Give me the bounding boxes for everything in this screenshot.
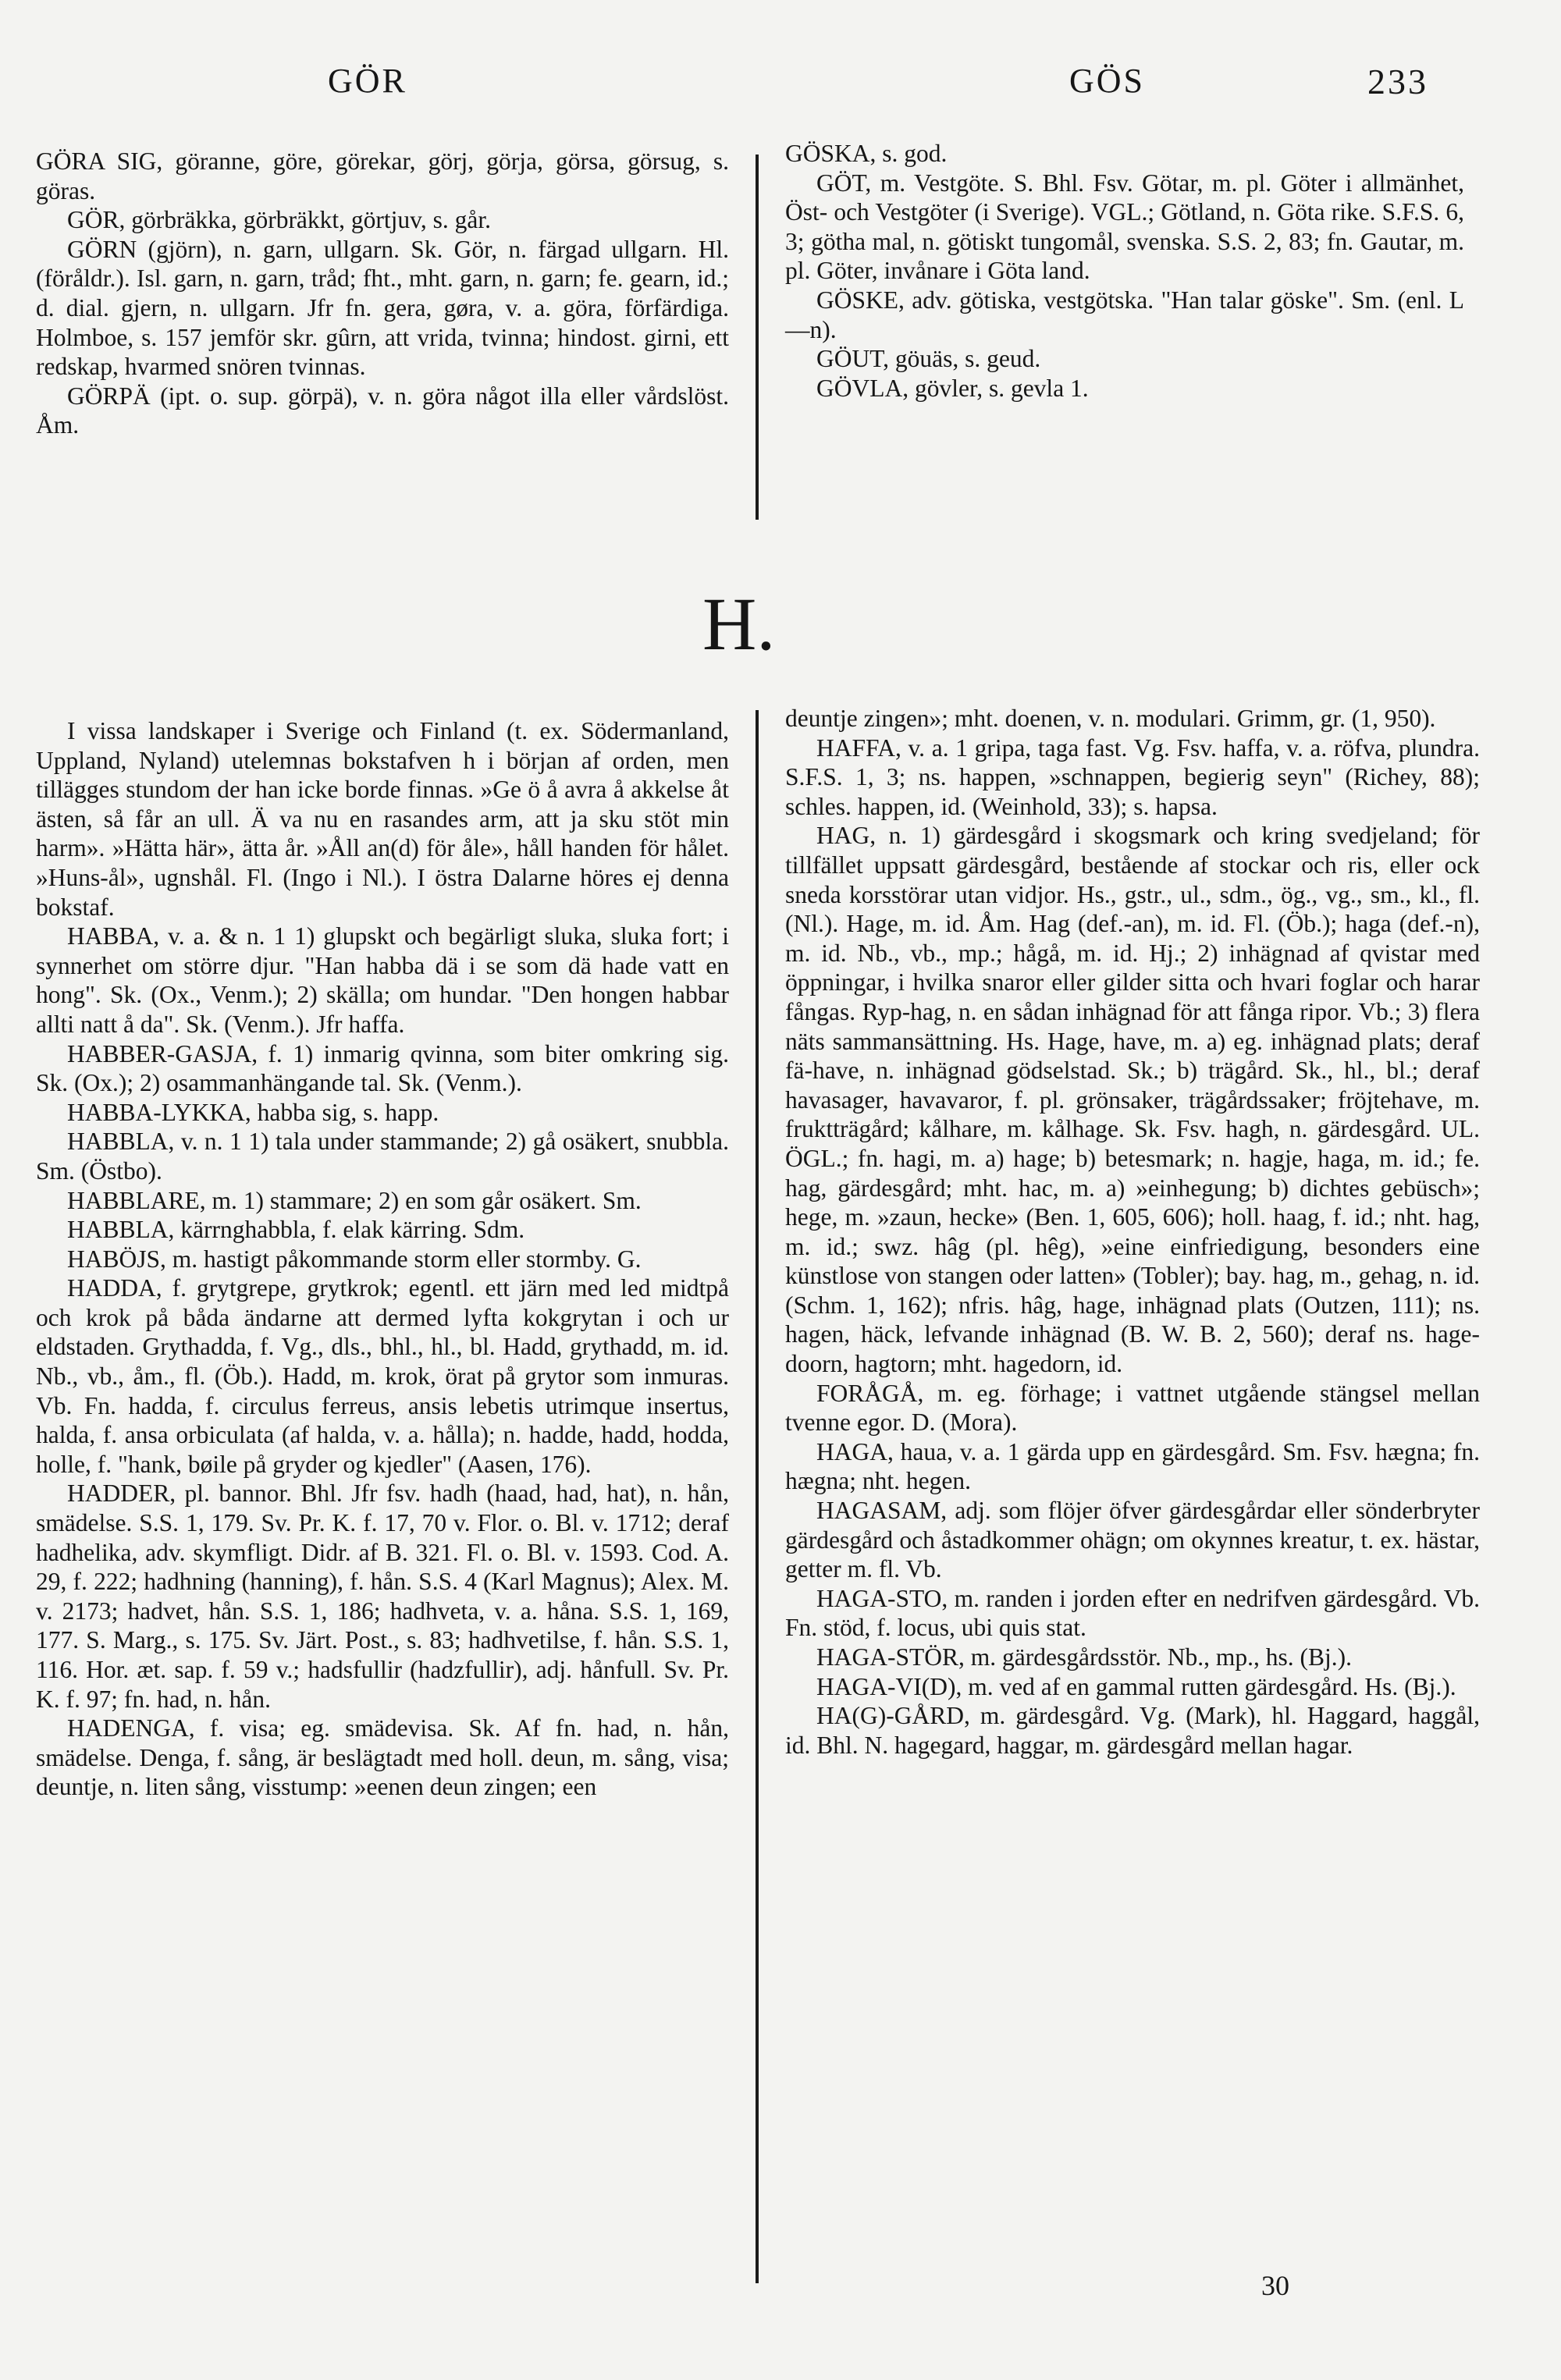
entry-goska: GÖSKA, s. god. xyxy=(785,140,948,167)
entry-govla: GÖVLA, gövler, s. gevla 1. xyxy=(816,374,1089,402)
entry-haga-vid: HAGA-VI(D), m. ved af en gammal rutten gärdesgård. Hs. (Bj.). xyxy=(816,1672,1456,1700)
entry-got: GÖT, m. Vestgöte. S. Bhl. Fsv. Götar, m. pl. Göter i allmänhet, Öst- och Vestgöter (i Sverige). VGL.; Götland, n. Göta rike. S.F.S. 6, 3; götha mal, n. götiskt tungomål, svenska. S.S. 2, 83; fn. Gautar, m. pl. Göter, invånare i Göta land. xyxy=(785,169,1464,285)
column-top-right xyxy=(785,139,1464,403)
column-divider-top xyxy=(756,155,759,520)
column-divider-bottom xyxy=(756,710,759,2283)
entry-hadder: HADDER, pl. bannor. Bhl. Jfr fsv. hadh (haad, had, hat), n. hån, smädelse. S.S. 1, 179. Sv. Pr. K. f. 17, 70 v. Flor. o. Bl. v. 1712; deraf hadhelika, adv. skymfligt. Didr. af B. 321. Fl. o. Bl. v. 1593. Cod. A. 29, f. 222; hadhning (hanning), f. hån. S.S. 4 (Karl Magnus); Alex. M. v. 2173; hadvet, hån. S.S. 1, 186; hadhveta, v. a. håna. S.S. 1, 169, 177. S. Marg., s. 175. Sv. Järt. Post., s. 83; hadhvetilse, f. hån. S.S. 1, 116. Hor. æt. sap. f. 59 v.; hadsfullir (hadzfullir), adj. hånfull. Sv. Pr. K. f. 97; fn. had, n. hån. xyxy=(36,1480,729,1713)
entry-continued: deuntje zingen»; mht. doenen, v. n. modulari. Grimm, gr. (1, 950). xyxy=(785,705,1436,732)
entry-hadenga: HADENGA, f. visa; eg. smädevisa. Sk. Af fn. had, n. hån, smädelse. Denga, f. sång, är beslägtadt med holl. deun, m. sång, visa; deuntje, n. liten sång, visstump: »eenen deun zingen; een xyxy=(36,1714,729,1801)
entry-hadda: HADDA, f. grytgrepe, grytkrok; egentl. ett järn med led midtpå och krok på båda ändarne att dermed lyfta kokgrytan i och ur eldstaden. Grythadda, f. Vg., dls., bhl., hl., bl. Hadd, grythadd, m. id. Nb., vb., åm., fl. (Öb.). Hadd, m. krok, örat på grytor som inmuras. Vb. Fn. hadda, f. circulus ferreus, ansis lebetis utrimque insertus, halda, f. ansa orbiculata (af halda, v. a. hålla); n. hadde, hadd, hodda, holle, f. "hank, bøile på gryder og kjedler" (Aasen, 176). xyxy=(36,1274,729,1478)
section-letter-heading: H. xyxy=(702,582,776,666)
entry-habba-lykka: HABBA-LYKKA, habba sig, s. happ. xyxy=(67,1098,439,1126)
entry-haboejs: HABÖJS, m. hastigt påkommande storm eller stormby. G. xyxy=(67,1245,642,1273)
entry-hag-gard: HA(G)-GÅRD, m. gärdesgård. Vg. (Mark), hl. Haggard, haggål, id. Bhl. N. hagegard, haggar, m. gärdesgård mellan hagar. xyxy=(785,1702,1480,1759)
column-top-left xyxy=(36,147,729,440)
signature-mark: 30 xyxy=(1261,2270,1289,2301)
entry-habbla-2: HABBLA, kärrnghabbla, f. elak kärring. Sdm. xyxy=(67,1216,525,1244)
entry-habbla: HABBLA, v. n. 1 1) tala under stammande; 2) gå osäkert, snubbla. Sm. (Östbo). xyxy=(36,1128,729,1185)
entry-hag: HAG, n. 1) gärdesgård i skogsmark och kring svedjeland; för tillfället uppsatt gärdesgård, bestående af stockar och ris, eller ock sneda korsstörar utan vidjor. Hs., gstr., ul., sdm., ög., vg., sm., kl., fl. (Nl.). Hage, m. id. Åm. Hag (def.-an), m. id. Fl. (Öb.); haga (def.-n), m. id. Nb., vb., mp.; hågå, m. id. Hj.; 2) inhägnad af qvistar med öppningar, i hvilka snaror eller gilder sitta och hvari foglar och harar fångas. Ryp-hag, n. en sådan inhägnad för att fånga ripor. Vb.; 3) flera näts sammansättning. Hs. Hage, have, m. a) eg. inhägnad plats; deraf fä-have, n. inhägnad gödselstad. Sk.; b) trägård. Sk., hl., bl.; deraf havasager, havavaror, f. pl. grönsaker, trägårdssaker; fröjtehave, m. fruktträgård; kålhare, m. kålhage. Sk. Fsv. hagh, n. gärdesgård. UL. ÖGL.; fn. hagi, m. a) hage; b) betesmark; n. hagje, haga, m. id.; fe. hag, gärdesgård; mht. hac, m. a) »einhegung; b) dichtes gebüsch»; hege, m. »zaun, hecke» (Ben. 1, 605, 606); holl. haag, f. id.; nht. hag, m. id.; swz. hâg (pl. hêg), »eine einfriedigung, besonders eine künstlose von stangen oder latten» (Tobler); bay. hag, m., gehag, n. id. (Schm. 1, 162); nfris. hâg, hage, inhägnad plats (Outzen, 111); ns. hagen, häck, lefvande inhägnad (B. W. B. 2, 560); deraf ns. hage-doorn, hagtorn; mht. hagedorn, id. xyxy=(785,822,1480,1378)
entry-gout: GÖUT, göuäs, s. geud. xyxy=(816,345,1041,373)
entry-gorn: GÖRN (gjörn), n. garn, ullgarn. Sk. Gör, n. färgad ullgarn. Hl. (föråldr.). Isl. garn, n. garn, tråd; fht., mht. garn, n. garn; fe. gearn, id.; d. dial. gjern, n. ullgarn. Jfr fn. gera, gøra, v. a. göra, förfärdiga. Holmboe, s. 157 jemför skr. gûrn, att vrida, tvinna; hindost. girni, ett redskap, hvarmed snören tvinnas. xyxy=(36,235,729,381)
entry-haffa: HAFFA, v. a. 1 gripa, taga fast. Vg. Fsv. haffa, v. a. röfva, plundra. S.F.S. 1, 3; ns. happen, »schnappen, begierig seyn" (Richey, 88); schles. happen, id. (Weinhold, 33); s. hapsa. xyxy=(785,734,1480,820)
entry-foraga: FORÅGÅ, m. eg. förhage; i vattnet utgående stängsel mellan tvenne egor. D. (Mora). xyxy=(785,1379,1480,1437)
entry-hagasam: HAGASAM, adj. som flöjer öfver gärdesgårdar eller sönderbryter gärdesgård och åstadkommer ohägn; om okynnes kreatur, t. ex. hästar, getter m. fl. Vb. xyxy=(785,1497,1480,1583)
entry-habblare: HABBLARE, m. 1) stammare; 2) en som går osäkert. Sm. xyxy=(67,1186,642,1214)
entry-gorpa: GÖRPÄ (ipt. o. sup. görpä), v. n. göra något illa eller vårdslöst. Åm. xyxy=(36,382,729,439)
entry-haga-stor: HAGA-STÖR, m. gärdesgårdsstör. Nb., mp., hs. (Bj.). xyxy=(816,1643,1352,1671)
entry-gora-sig: GÖRA SIG, göranne, göre, görekar, görj, görja, görsa, görsug, s. göras. xyxy=(36,147,729,204)
entry-haga-sto: HAGA-STO, m. randen i jorden efter en nedrifven gärdesgård. Vb. Fn. stöd, f. locus, ubi quis stat. xyxy=(785,1584,1480,1642)
entry-habber-gasja: HABBER-GASJA, f. 1) inmarig qvinna, som biter omkring sig. Sk. (Ox.); 2) osammanhängande tal. Sk. (Venm.). xyxy=(36,1039,729,1097)
column-bottom-right xyxy=(785,704,1480,1760)
page-number: 233 xyxy=(1367,62,1428,101)
running-head-center: GÖS xyxy=(1069,62,1146,100)
entry-gor: GÖR, görbräkka, görbräkkt, görtjuv, s. går. xyxy=(67,206,491,234)
running-head-left: GÖR xyxy=(328,62,407,100)
entry-goske: GÖSKE, adv. götiska, vestgötska. "Han talar göske". Sm. (enl. L—n). xyxy=(785,286,1464,343)
entry-haga: HAGA, haua, v. a. 1 gärda upp en gärdesgård. Sm. Fsv. hægna; fn. hægna; nht. hegen. xyxy=(785,1437,1480,1495)
entry-habba: HABBA, v. a. & n. 1 1) glupskt och begärligt sluka, sluka fort; i synnerhet om större djur. "Han habba dä i se som dä hade vatt en hong". Sk. (Ox., Venm.); 2) skälla; om hundar. "Den hongen habbar allti natt å da". Sk. (Venm.). Jfr haffa. xyxy=(36,922,729,1038)
column-bottom-left xyxy=(36,716,729,1802)
entry-intro-h: I vissa landskaper i Sverige och Finland (t. ex. Södermanland, Uppland, Nyland) utelemnas bokstafven h i början af orden, men tillägges stundom der han icke borde finnas. »Ge ö å avra å akkelse åt ästen, så får an ull. Ä va nu en rasandes arm, att ja sku stöt min harm». »Hätta här», ätta år. »Åll an(d) för åle», håll handen för hålet. »Huns-ål», ugnshål. Fl. (Ingo i Nl.). I östra Dalarne höres ej denna bokstaf. xyxy=(36,717,729,921)
